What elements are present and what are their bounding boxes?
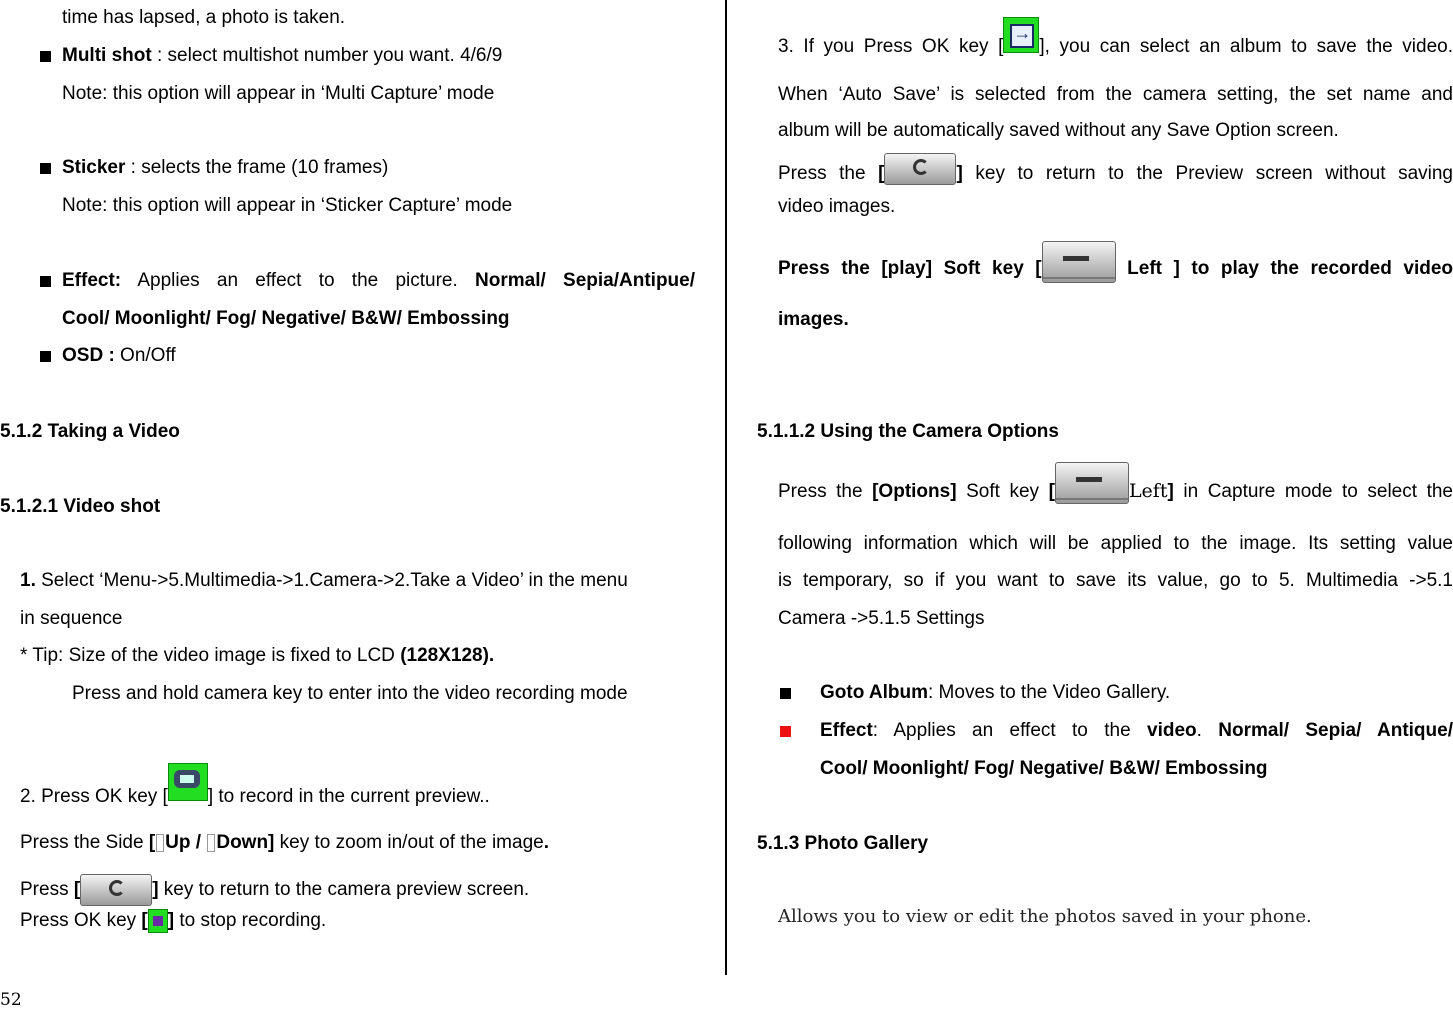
osd-text: On/Off (114, 345, 176, 366)
clear-key-icon (884, 153, 956, 185)
effect-left-options1: Normal/ Sepia/Antipue/ (475, 270, 696, 291)
zoom-line: Press the Side [ Up / Down] key to zoom in/out of the image. (20, 832, 549, 853)
right-p2-line1: When ‘Auto Save’ is selected from the camera setting, the set name and (778, 84, 1453, 105)
step1-line1: 1. Select ‘Menu->5.Multimedia->1.Camera->2.Take a Video’ in the menu (20, 570, 628, 591)
left-top-line: time has lapsed, a photo is taken. (62, 7, 346, 28)
step1-line2: in sequence (20, 608, 123, 629)
sticker-text: : selects the frame (10 frames) (125, 157, 389, 178)
ok-save-icon (1003, 17, 1039, 53)
multishot-text: : select multishot number you want. 4/6/9 (151, 45, 503, 66)
right-p1: 3. If you Press OK key [→ ], you can select an album to save the video. (778, 36, 1453, 59)
tip-line: * Tip: Size of the video image is fixed to LCD (128X128). (20, 645, 495, 666)
left-soft-key-icon (1042, 241, 1116, 283)
multishot-note: Note: this option will appear in ‘Multi Capture’ mode (62, 83, 495, 104)
bullet-multishot (40, 51, 51, 62)
multishot-label: Multi shot (62, 45, 152, 66)
sticker-item (62, 157, 388, 180)
right-p3-line2: video images. (778, 196, 896, 217)
step1-num: 1. (20, 570, 36, 591)
bullet-osd (40, 351, 51, 362)
effect-left-text: Applies an effect to the picture. (121, 270, 476, 291)
heading-taking-video: 5.1.2 Taking a Video (0, 421, 180, 442)
effect-right-line2: Cool/ Moonlight/ Fog/ Negative/ B&W/ Embossing (820, 758, 1268, 779)
right-p5-line2: following information which will be applied to the image. Its setting value (778, 533, 1453, 554)
photo-gallery-desc: Allows you to view or edit the photos saved in your phone. (778, 906, 1312, 927)
right-p5-line3: is temporary, so if you want to save its value, go to 5. Multimedia ->5.1 (778, 570, 1453, 591)
hold-line: Press and hold camera key to enter into the video recording mode (72, 683, 628, 704)
side-up-icon (156, 834, 164, 852)
ok-stop-icon (148, 909, 168, 933)
effect-right-line1: Effect: Applies an effect to the video. Normal/ Sepia/ Antique/ (820, 720, 1453, 741)
side-down-icon (207, 834, 215, 852)
clear-key-icon (80, 874, 152, 906)
osd-label: OSD : (62, 345, 115, 366)
left-soft-key-icon (1055, 462, 1129, 504)
bullet-effect-right (780, 726, 791, 737)
right-p5-line1: Press the [Options] Soft key [ Left] in Capture mode to select the (778, 480, 1453, 504)
heading-video-shot: 5.1.2.1 Video shot (0, 496, 161, 517)
stop-line: Press OK key [ ] to stop recording. (20, 910, 327, 932)
ok-camera-icon (168, 763, 208, 801)
effect-left-label: Effect: (62, 270, 122, 291)
right-p4-line1: Press the [play] Soft key [ Left ] to play the recorded video (778, 255, 1453, 283)
goto-album-item: Goto Album: Moves to the Video Gallery. (820, 682, 1171, 703)
multishot-item (62, 45, 502, 68)
effect-left-line1 (62, 270, 695, 293)
right-p4-line2: images. (778, 309, 849, 330)
bullet-sticker (40, 163, 51, 174)
osd-item (62, 345, 176, 368)
effect-left-line2 (62, 308, 510, 331)
column-divider (725, 0, 727, 975)
sticker-label: Sticker (62, 157, 126, 178)
heading-camera-options: 5.1.1.2 Using the Camera Options (757, 421, 1059, 442)
right-p5-line4: Camera ->5.1.5 Settings (778, 608, 985, 629)
step2-line: 2. Press OK key [ ] to record in the current preview.. (20, 786, 490, 809)
sticker-note: Note: this option will appear in ‘Sticker Capture’ mode (62, 195, 513, 216)
heading-photo-gallery: 5.1.3 Photo Gallery (757, 833, 929, 854)
bullet-effect-left (40, 276, 51, 287)
page-number: 52 (0, 990, 22, 1010)
right-p2-line2: album will be automatically saved without any Save Option screen. (778, 120, 1339, 141)
effect-left-options2: Cool/ Moonlight/ Fog/ Negative/ B&W/ Embossing (62, 308, 510, 329)
bullet-goto-album (780, 688, 791, 699)
return-line: Press [ ] key to return to the camera preview screen. (20, 874, 529, 906)
right-p3-line1: Press the [ ] key to return to the Preview screen without saving (778, 163, 1453, 186)
